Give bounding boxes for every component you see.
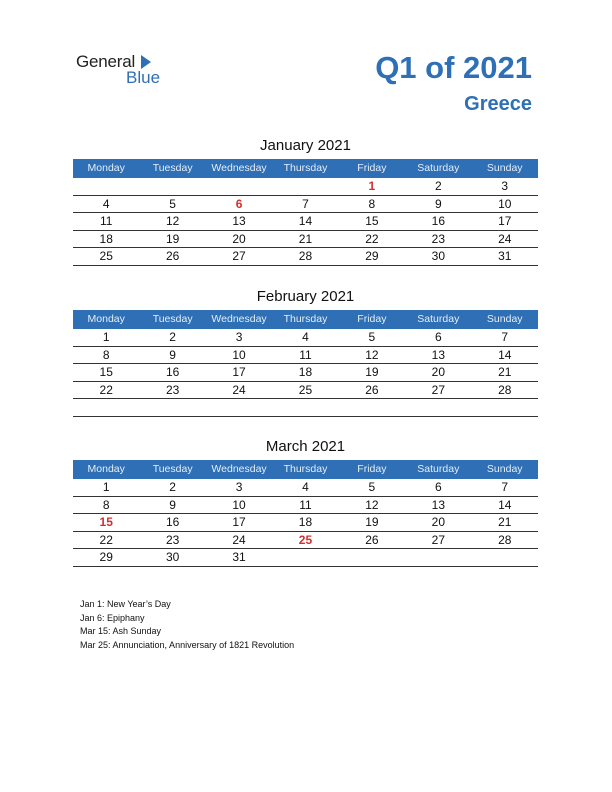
day-cell: 28 (498, 532, 512, 547)
day-cell: 19 (165, 231, 180, 246)
day-cell: 5 (169, 196, 176, 211)
country-name: Greece (464, 93, 532, 115)
weekday-label: Saturday (417, 162, 460, 174)
weekday-label: Friday (357, 162, 387, 174)
holiday-day-cell: 25 (298, 532, 313, 547)
weekday-header (73, 310, 538, 329)
day-cell: 27 (431, 532, 445, 547)
day-cell: 2 (169, 330, 176, 344)
day-cell: 14 (298, 214, 313, 229)
weekday-label: Sunday (486, 463, 523, 475)
day-cell: 24 (232, 532, 246, 547)
day-cell: 16 (431, 214, 445, 229)
weekday-label: Monday (87, 162, 125, 174)
calendar-month-march (73, 438, 538, 567)
logo-text-blue: Blue (126, 68, 161, 87)
day-cell: 11 (99, 214, 113, 229)
week-row (73, 382, 538, 400)
month-title: March 2021 (265, 438, 346, 455)
day-cell: 23 (165, 382, 180, 397)
day-cell: 31 (498, 249, 512, 264)
day-cell (206, 399, 272, 416)
day-cell: 5 (368, 480, 376, 494)
day-cell: 26 (165, 249, 180, 264)
day-cell: 7 (302, 196, 309, 211)
week-row (73, 213, 538, 231)
weekday-label: Monday (87, 313, 125, 325)
week-row (73, 479, 538, 497)
day-cell (472, 549, 538, 566)
weekday-label: Sunday (486, 313, 523, 325)
weekday-label: Thursday (283, 313, 328, 325)
day-cell: 29 (365, 249, 379, 264)
day-cell: 25 (99, 249, 113, 264)
day-cell: 6 (434, 330, 442, 344)
day-cell (472, 399, 538, 416)
day-cell: 22 (99, 532, 113, 547)
holiday-note: Jan 1: New Year’s Day (80, 599, 171, 609)
day-cell: 10 (232, 347, 246, 362)
day-cell: 4 (102, 196, 110, 211)
day-cell: 28 (298, 249, 313, 264)
day-cell (405, 549, 471, 566)
day-cell (206, 178, 272, 195)
day-cell (339, 399, 405, 416)
weekday-label: Friday (357, 463, 387, 475)
day-cell: 13 (431, 497, 445, 512)
day-cell (272, 549, 338, 566)
day-cell: 8 (102, 347, 110, 362)
day-cell: 24 (498, 231, 512, 246)
day-cell: 12 (365, 347, 379, 362)
day-cell: 19 (365, 365, 379, 380)
week-row (73, 364, 538, 382)
day-cell: 9 (169, 497, 176, 512)
logo-text-general: General (76, 52, 136, 71)
day-cell: 26 (365, 532, 379, 547)
month-title: February 2021 (256, 288, 355, 305)
weekday-label: Sunday (486, 162, 523, 174)
weekday-label: Tuesday (152, 162, 193, 174)
month-title: January 2021 (260, 137, 351, 154)
weekday-label: Wednesday (211, 313, 267, 325)
day-cell: 27 (431, 382, 445, 397)
day-cell: 2 (434, 179, 442, 193)
week-row (73, 497, 538, 515)
day-cell: 28 (498, 382, 512, 397)
day-cell: 3 (501, 179, 509, 193)
day-cell: 9 (169, 347, 176, 362)
week-row (73, 231, 538, 249)
day-cell: 22 (365, 231, 379, 246)
day-cell: 13 (431, 347, 445, 362)
weekday-label: Wednesday (211, 162, 267, 174)
weekday-label: Monday (87, 463, 125, 475)
day-cell: 24 (232, 382, 246, 397)
day-cell: 18 (298, 515, 313, 530)
calendar-month-february (73, 288, 538, 417)
day-cell: 12 (165, 214, 180, 229)
day-cell: 3 (235, 330, 243, 344)
week-row (73, 178, 538, 196)
day-cell: 20 (431, 365, 445, 380)
day-cell (73, 178, 139, 195)
day-cell (272, 399, 338, 416)
weekday-header (73, 159, 538, 178)
day-cell: 18 (298, 365, 313, 380)
holiday-notes (80, 598, 294, 652)
weekday-label: Wednesday (211, 463, 267, 475)
holiday-day-cell: 6 (235, 196, 243, 211)
day-cell: 30 (431, 249, 445, 264)
day-cell: 17 (232, 515, 246, 530)
page-title: Q1 of 2021 (375, 50, 532, 85)
day-cell: 27 (232, 249, 246, 264)
brand-logo (76, 52, 176, 88)
day-cell: 16 (165, 365, 180, 380)
day-cell: 10 (498, 196, 512, 211)
day-cell: 15 (365, 214, 379, 229)
day-cell (73, 399, 139, 416)
day-cell: 21 (498, 515, 512, 530)
week-row (73, 532, 538, 550)
week-row (73, 399, 538, 417)
day-cell: 6 (434, 480, 442, 494)
day-cell: 23 (165, 532, 180, 547)
calendar-month-january (73, 137, 538, 266)
day-cell: 9 (434, 196, 442, 211)
day-cell: 22 (99, 382, 113, 397)
day-cell: 8 (102, 497, 110, 512)
holiday-note: Mar 25: Annunciation, Anniversary of 1821 Revolution (80, 639, 295, 650)
weekday-label: Saturday (417, 463, 460, 475)
day-cell: 5 (368, 330, 376, 344)
day-cell: 17 (232, 365, 246, 380)
weekday-label: Thursday (283, 162, 328, 174)
week-row (73, 514, 538, 532)
weekday-label: Tuesday (152, 463, 193, 475)
day-cell: 1 (102, 480, 110, 494)
week-row (73, 549, 538, 567)
day-cell: 19 (365, 515, 379, 530)
week-row (73, 347, 538, 365)
day-cell: 21 (498, 365, 512, 380)
day-cell: 30 (165, 550, 180, 565)
week-row (73, 196, 538, 214)
holiday-day-cell: 15 (99, 515, 113, 530)
day-cell: 21 (298, 231, 313, 246)
day-cell: 26 (365, 382, 379, 397)
day-cell: 25 (298, 382, 313, 397)
day-cell: 12 (365, 497, 379, 512)
day-cell: 7 (501, 480, 509, 494)
day-cell: 1 (102, 330, 110, 344)
day-cell: 11 (299, 347, 312, 362)
weekday-label: Thursday (283, 463, 328, 475)
day-cell: 13 (232, 214, 246, 229)
day-cell: 4 (302, 480, 309, 494)
day-cell: 8 (368, 196, 376, 211)
day-cell (139, 399, 205, 416)
day-cell: 29 (99, 550, 113, 565)
holiday-day-cell: 1 (368, 179, 376, 193)
holiday-note: Mar 15: Ash Sunday (80, 626, 162, 636)
day-cell: 18 (99, 231, 113, 246)
day-cell: 23 (431, 231, 445, 246)
week-row (73, 329, 538, 347)
weekday-label: Friday (357, 313, 387, 325)
day-cell (339, 549, 405, 566)
day-cell: 11 (299, 497, 312, 512)
day-cell: 20 (232, 231, 246, 246)
day-cell (405, 399, 471, 416)
day-cell: 14 (498, 347, 512, 362)
weekday-label: Saturday (417, 313, 460, 325)
day-cell: 15 (99, 365, 113, 380)
day-cell: 31 (232, 550, 246, 565)
weekday-header (73, 460, 538, 479)
day-cell: 7 (501, 330, 509, 344)
day-cell (272, 178, 338, 195)
holiday-note: Jan 6: Epiphany (80, 612, 145, 623)
day-cell: 2 (169, 480, 176, 494)
week-row (73, 248, 538, 266)
day-cell: 4 (302, 330, 309, 344)
day-cell: 20 (431, 515, 445, 530)
day-cell: 3 (235, 480, 243, 494)
weekday-label: Tuesday (152, 313, 193, 325)
day-cell: 14 (498, 497, 512, 512)
logo-triangle-icon (141, 55, 151, 69)
day-cell: 10 (232, 497, 246, 512)
day-cell: 16 (165, 515, 180, 530)
day-cell (139, 178, 205, 195)
day-cell: 17 (498, 214, 512, 229)
